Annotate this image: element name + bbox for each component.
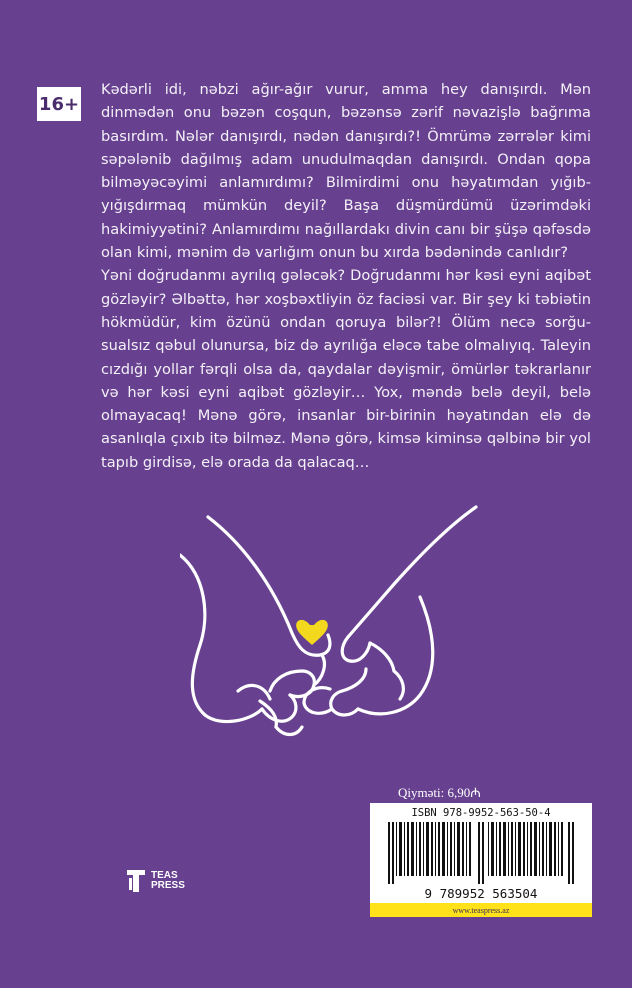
publisher-logo-icon	[127, 870, 145, 892]
isbn-text: ISBN 978-9952-563-50-4	[411, 807, 551, 819]
back-cover-blurb	[101, 78, 591, 474]
barcode-digits: 9 789952 563504	[424, 886, 538, 901]
hands-illustration	[180, 495, 480, 750]
barcode	[378, 822, 584, 884]
publisher-name-line2: PRESS	[151, 880, 185, 891]
age-rating-badge: 16+	[37, 87, 81, 121]
heart-icon	[296, 620, 328, 645]
blurb-paragraph-1: Kədərli idi, nəbzi ağır-ağır vurur, amma hey danışırdı. Mən dinmədən onu bəzən coşqun, bəzənsə zərif nəvazişlə bağrıma basırdım. Nələr danışırdı, nədən danışırdı?! Ömrümə zərrələr kimi səpələnib dağılmış adam unudulmaqdan danışırdı. Ondan qopa bilməyəcəyimi anlamırdımı? Bilmirdimi onu həyatımdan yığıb-yığışdırmaq mümkün deyil? Başa düşmürdümü üzərimdəki hakimiyyətini? Anlamırdımı nağıllardakı divin canı bir şüşə qəfəsdə olan kimi, mənim də varlığım onun bu xırda bədənində canlıdır?	[101, 81, 591, 262]
publisher-name-line1: TEAS	[151, 870, 178, 881]
barcode-box	[370, 803, 592, 903]
blurb-paragraph-2: Yəni doğrudanmı ayrılıq gələcək? Doğrudanmı hər kəsi eyni aqibət gözləyir? Əlbəttə, hər xoşbəxtliyin öz faciəsi var. Bir şey ki təbiətin hökmüdür, kim özünü ondan qoruya bilər?! Ölüm necə sorğu-sualsız qəbul olunursa, biz də ayrılığa eləcə tabe olmalıyıq. Taleyin cızdığı yollar fərqli olsa da, qaydalar dəyişmir, ömürlər təkrarlanır və hər kəsi eyni aqibət gözləyir… Yox, məndə belə deyil, belə olmayacaq! Mənə görə, insanlar bir-birinin həyatından elə də asanlıqla çıxıb itə bilməz. Mənə görə, kimsə kiminsə qəlbinə bir yol tapıb girdisə, elə orada da qalacaq…	[101, 267, 591, 471]
price-label: Qiymәti: 6,90₼	[398, 785, 481, 800]
publisher-logo	[127, 870, 185, 892]
website-strip: www.teaspress.az	[370, 903, 592, 917]
